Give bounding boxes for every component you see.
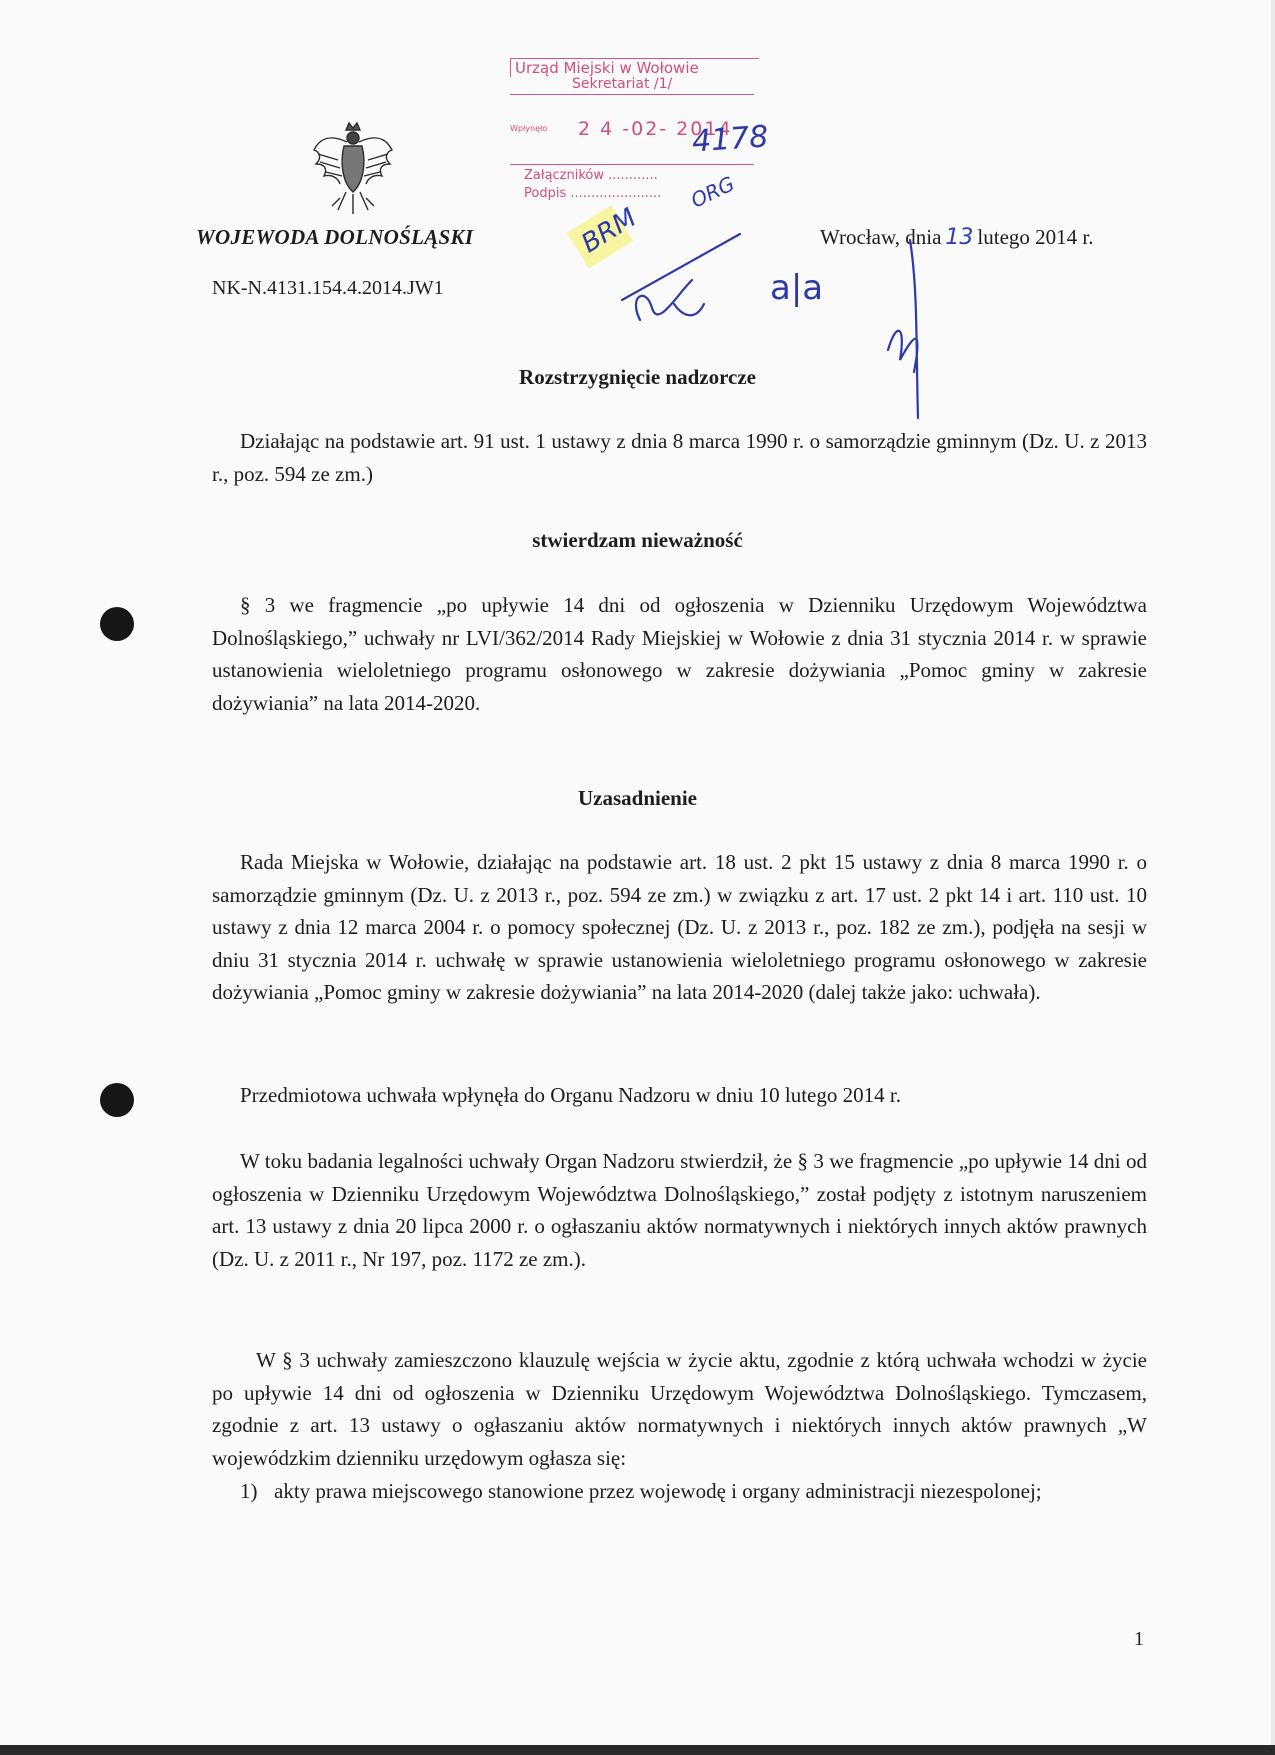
handwritten-registration-number: 4178: [690, 119, 770, 160]
handwritten-day: 13: [945, 225, 974, 250]
justification-paragraph: [212, 1079, 1147, 1112]
punch-hole: [100, 607, 134, 641]
date-suffix: lutego 2014 r.: [977, 225, 1094, 249]
stamp-attachments: Załączników ............: [524, 168, 658, 183]
list-item: [240, 1475, 1147, 1508]
justification-paragraph: [212, 846, 1147, 1009]
eagle-emblem-icon: [310, 120, 396, 220]
stamp-department: Sekretariat /1/: [572, 76, 673, 92]
authority-name: WOJEWODA DOLNOŚLĄSKI: [196, 225, 474, 249]
justification-heading: Uzasadnienie: [577, 786, 697, 810]
scan-edge: [0, 1745, 1275, 1755]
handwritten-mark: ORG: [687, 171, 739, 213]
justification-paragraph: [212, 1344, 1147, 1474]
page-number: 1: [1134, 1628, 1144, 1650]
legal-basis-paragraph: [212, 425, 1147, 490]
legal-basis-text: Działając na podstawie art. 91 ust. 1 ustawy z dnia 8 marca 1990 r. o samorządzie gminnym (Dz. U. z 2013 r., poz. 594 ze zm.): [212, 429, 1147, 486]
document-title: Rozstrzygnięcie nadzorcze: [519, 365, 756, 389]
stamp-signature: Podpis ......................: [524, 186, 662, 201]
stamp-rule: [510, 164, 754, 165]
handwritten-mark: a|a: [770, 268, 824, 308]
stamp-received-label: Wpłynęło: [510, 124, 548, 133]
justification-paragraph: [212, 1145, 1147, 1275]
scan-edge: [1271, 0, 1275, 1755]
paragraph-text: W § 3 uchwały zamieszczono klauzulę wejścia w życie aktu, zgodnie z którą uchwała wchodzi w życie po upływie 14 dni od ogłoszenia w Dzienniku Urzędowym Województwa Dolnośląskiego. Tymczasem, zgodnie z art. 13 ustawy o ogłaszaniu aktów normatywnych i niektórych innych aktów prawnych „W wojewódzkim dzienniku urzędowym ogłasza się:: [212, 1348, 1147, 1470]
scope-paragraph: [212, 589, 1147, 719]
list-item-text: akty prawa miejscowego stanowione przez wojewodę i organy administracji niezespolonej;: [274, 1479, 1042, 1503]
scope-text: § 3 we fragmencie „po upływie 14 dni od ogłoszenia w Dzienniku Urzędowym Województwa Dolnośląskiego,” uchwały nr LVI/362/2014 Rady Miejskiej w Wołowie z dnia 31 stycznia 2014 r. w sprawie ustanowienia wieloletniego programu osłonowego w zakresie dożywiania „Pomoc gminy w zakresie dożywiania” na lata 2014-2020.: [212, 593, 1147, 715]
list-item-number: 1): [240, 1479, 258, 1503]
date-prefix: Wrocław, dnia: [820, 225, 942, 249]
stamp-received-date: 2 4 -02- 2014: [578, 118, 733, 140]
handwritten-mark: BRM: [576, 202, 642, 260]
paragraph-text: Rada Miejska w Wołowie, działając na podstawie art. 18 ust. 2 pkt 15 ustawy z dnia 8 marca 1990 r. o samorządzie gminnym (Dz. U. z 2013 r., poz. 594 ze zm.) w związku z art. 17 ust. 2 pkt 14 i art. 110 ust. 10 ustawy z dnia 12 marca 2004 r. o pomocy społecznej (Dz. U. z 2013 r., poz. 182 ze zm.), podjęła na sesji w dniu 31 stycznia 2014 r. uchwałę w sprawie ustanowienia wieloletniego programu osłonowego w zakresie dożywiania „Pomoc gminy w zakresie dożywiania” na lata 2014-2020 (dalej także jako: uchwała).: [212, 850, 1147, 1004]
paragraph-text: Przedmiotowa uchwała wpłynęła do Organu Nadzoru w dniu 10 lutego 2014 r.: [240, 1083, 901, 1107]
stamp-rule: [510, 94, 754, 95]
stamp-office: Urząd Miejski w Wołowie: [510, 58, 759, 77]
decision-heading: stwierdzam nieważność: [532, 528, 743, 552]
punch-hole: [100, 1083, 134, 1117]
paragraph-text: W toku badania legalności uchwały Organ Nadzoru stwierdził, że § 3 we fragmencie „po upływie 14 dni od ogłoszenia w Dzienniku Urzędowym Województwa Dolnośląskiego,” został podjęty z istotnym naruszeniem art. 13 ustawy z dnia 20 lipca 2000 r. o ogłaszaniu aktów normatywnych i niektórych innych aktów prawnych (Dz. U. z 2011 r., Nr 197, poz. 1172 ze zm.).: [212, 1149, 1147, 1271]
case-reference: NK-N.4131.154.4.2014.JW1: [212, 277, 444, 299]
